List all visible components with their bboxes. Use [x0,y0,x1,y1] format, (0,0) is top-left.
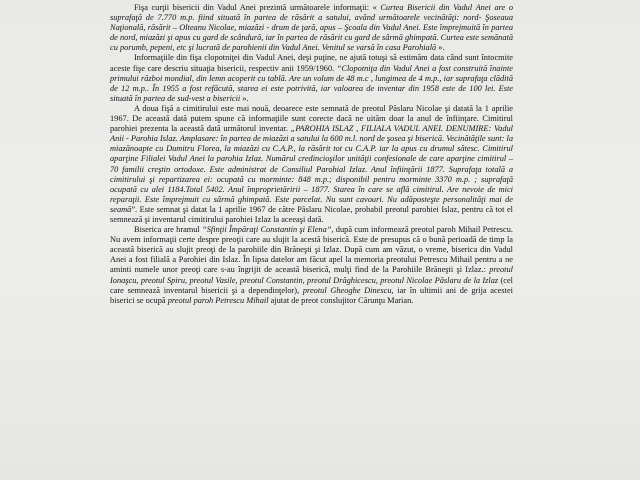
document-body [110,3,513,306]
paragraph-cemetery [110,104,513,225]
text-segment: Biserica are hramul [134,225,203,235]
text-segment: ». [436,43,445,53]
text-segment: ”. Este semnat şi datat la 1 aprilie 1967 de către Păslaru Nicolae, probabil preotul parohiei Islaz, pentru că tot el semnează şi inventarul cimitirului parohiei Izlaz la aceeaşi dată. [110,204,513,224]
text-segment: , după cum informează preotul paroh Mihail Petrescu. Nu avem informaţii certe despre preoţii care au slujit la acestă biserică. Este de presupus că o bună perioadă de timp la această biserică au slujit preoţi de la parohiile din Brăneşti şi Izlaz. După cum am văzut, o vreme, biserica din Vadul Anei a fost filială a Parohiei din Islaz. În lipsa datelor am făcut apel la memoria preotului Petrescu Mihail pentru a ne aminti numele unor preoţi care s-au îngrijit de această biserică, mulţi find de la Parohiile Brăneşti şi Izlaz.: [110,225,513,275]
text-segment: iar în ultimii ani de grija acestei biserici se ocupă [110,285,513,305]
paragraph-bell-tower [110,53,513,103]
quote-segment: preotul Gheoghe Dinescu, [302,285,394,295]
quote-segment: preotul paroh Petrescu Mihail [167,295,269,305]
text-segment: Informaţiile din fişa clopotniţei din Vadul Anei, deşi puţine, ne ajută totuşi să estimăm data când sunt întocmite aceste fişe care descriu situaţia bisericii, respectiv anii 1959/1960. [110,53,513,73]
text-segment: Fişa curţii bisericii din Vadul Anei prezintă următoarele informaţii: « [134,3,381,12]
paragraph-church-patron [110,225,513,306]
quote-segment: “Clopotniţa din Vadul Anei a fost construită înainte primului război mondial, din lemn acoperit cu tablă. Are un volum de 48 m.c , lungimea de 4 m.p., iar suprafaţa clădită de 12 m.p.. În 1955 a fost refăcută, starea ei este potrivită, iar valoarea de inventar din 1958 este de 100 lei. Este situată în partea de sud-vest a bisericii [110,63,513,103]
text-segment: A doua fişă a cimitirului este mai nouă, deoarece este semnată de preotul Păslaru Nicolae şi datată la 1 aprilie 1967. De această dată putem spune că informaţiile sunt corecte dacă ne uităm doar la anul de înfiinţare. Cimitirul parohiei prezenta la această dată următorul inventar. [110,103,513,134]
quote-segment: “Sfinţii Împăraţi Constantin şi Elena” [202,225,332,235]
paragraph-church-yard [110,3,513,53]
quote-segment: Curtea Bisericii din Vadul Anei are o suprafaţă de 7.770 m.p. fiind situată în partea de răsărit a satului, având următoarele vecinătăţi: nord- Şoseaua Naţională, răsărit – Olteanu Nicolae, miazăzi - drum de ţară, apus – Şcoala din Vadul Anei. Este împrejmuită în partea de nord, miazăzi şi apus cu gard de scândură, iar în partea de răsărit cu gard de sârmă ghimpată. Curtea este semănată cu porumb, pepeni, etc şi lucrată de parohienii din Vadul Anei. Venitul se varsă în casa Parohială [110,3,513,53]
text-segment: ». [240,93,249,103]
text-segment: (cel care semnează inventarul bisericii şi a dependinţelor), [110,275,514,295]
quote-segment: preotul Ionaşcu, preotul Spiru, preotul Vasile, preotul Constantin, preotul Drăghicescu, preotul Nicolae Păslaru de la Izlaz [110,265,513,285]
quote-segment: „PAROHIA ISLAZ , FILIALA VADUL ANEI. DENUMIRE: Vadul Anii - Parohia Islaz. Amplasare: în partea de miazăzi a satului la 600 m.l. nord de şosea şi biserică. Vecinătăţile sunt: la miazănoapte cu Dumitru Florea, la miazăzi cu C.A.P., la răsărit tot cu C.A.P. iar la apus cu drumul sătesc. Cimitirul aparţine Filialei Vadul Anei la parohia Izlaz. Numărul credincioşilor unităţii confesionale de care aparţine cimitirul – 70 familii creştin ortodoxe. Este administrat de Consiliul Parohial Izlaz. Anul înfiinţării 1877. Suprafaţa totală a cimitirului şi repartizarea ei: ocupată cu morminte: 848 m.p.; disponibil pentru morminte 3370 m.p. ; suprafaţă ocupată cu alei 1184.Total 5402. Anul împroprietăririi – 1877. Starea în care se află cimitirul. Are nevoie de mici reparaţii. Este împrejmuit cu sârmă ghimpată. Este parcelat. Nu sunt cavouri. Nu adăposteşte personalităţi mai de seamă [110,124,513,214]
text-segment: ajutat de preot conslujitor Cărunţu Marian. [268,295,414,305]
